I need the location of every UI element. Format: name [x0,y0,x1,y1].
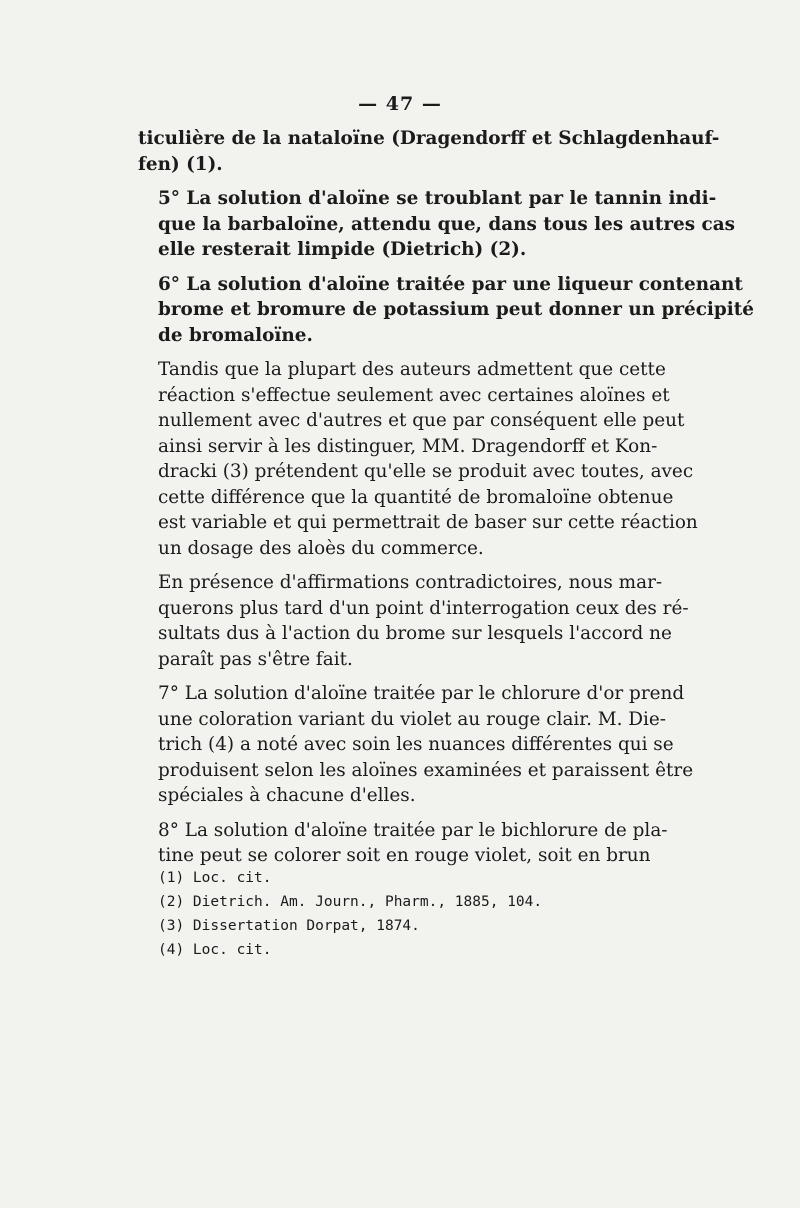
text-line: 7° La solution d'aloïne traitée par le chlorure d'or prend [158,683,685,704]
text-line: brome et bromure de potassium peut donner un précipité [158,299,754,320]
footnotes [158,866,618,962]
text-line: ticulière de la nataloïne (Dragendorff et Schlagdenhauf- [138,128,720,149]
text-line: tine peut se colorer soit en rouge violet, soit en brun [158,845,651,866]
text-line: une coloration variant du violet au rouge clair. M. Die- [158,708,667,730]
text-line: Tandis que la plupart des auteurs admettent que cette [158,359,666,380]
text-line: spéciales à chacune d'elles. [158,785,416,806]
text-line: ainsi servir à les distinguer, MM. Dragendorff et Kon- [158,435,658,457]
text-line: que la barbaloïne, attendu que, dans tous les autres cas [158,213,735,235]
paragraph-continuation [138,126,720,177]
text-line: est variable et qui permettrait de baser sur cette réaction [158,512,698,533]
text-line: produisent selon les aloïnes examinées et paraissent être [158,759,694,781]
body-text [138,126,754,878]
text-line: trich (4) a noté avec soin les nuances différentes qui se [158,734,674,755]
paragraph-item-6 [138,272,754,349]
footnote: (3) Dissertation Dorpat, 1874. [158,918,420,934]
paragraph-bromaloine-discussion [138,357,698,561]
paragraph-item-8 [138,818,668,869]
text-line: nullement avec d'autres et que par conséquent elle peut [158,410,685,431]
text-line: 8° La solution d'aloïne traitée par le bichlorure de pla- [158,819,668,841]
paragraph-item-5 [138,186,735,263]
paragraph-item-7 [138,681,694,809]
text-line: fen) (1). [138,153,223,175]
text-line: 6° La solution d'aloïne traitée par une liqueur contenant [158,273,743,295]
footnote: (2) Dietrich. Am. Journ., Pharm., 1885, 104. [158,894,543,910]
text-line: En présence d'affirmations contradictoires, nous mar- [158,572,663,593]
footnote: (4) Loc. cit. [158,942,272,958]
text-line: réaction s'effectue seulement avec certaines aloïnes et [158,384,670,406]
text-line: querons plus tard d'un point d'interrogation ceux des ré- [158,597,689,619]
text-line: cette différence que la quantité de bromaloïne obtenue [158,486,674,508]
text-line: dracki (3) prétendent qu'elle se produit avec toutes, avec [158,461,694,482]
text-line: sultats dus à l'action du brome sur lesquels l'accord ne [158,623,672,644]
text-line: paraît pas s'être fait. [158,648,353,670]
page-number: — 47 — [358,93,442,115]
text-line: un dosage des aloès du commerce. [158,537,484,559]
footnote: (1) Loc. cit. [158,870,272,886]
paragraph-contradictions [138,570,689,672]
text-line: elle resterait limpide (Dietrich) (2). [158,239,527,260]
text-line: 5° La solution d'aloïne se troublant par le tannin indi- [158,188,717,209]
text-line: de bromaloïne. [158,324,313,346]
